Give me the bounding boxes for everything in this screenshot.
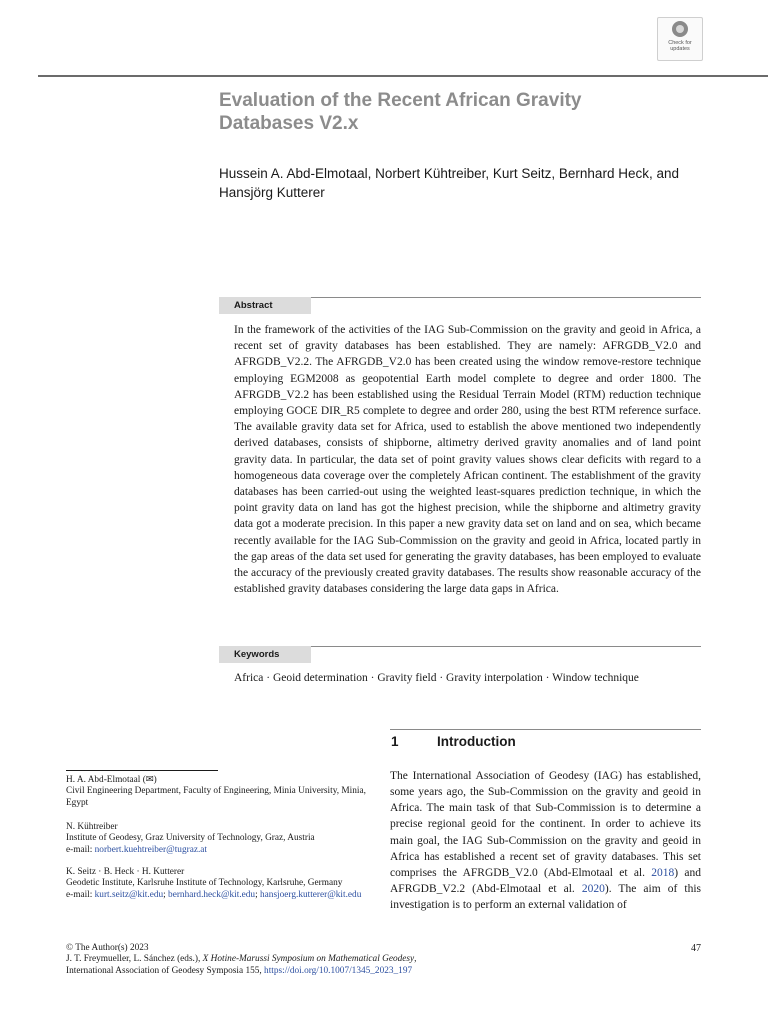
- intro-rule: [390, 729, 701, 730]
- email-link[interactable]: hansjoerg.kutterer@kit.edu: [260, 889, 362, 900]
- keywords-heading: Keywords: [219, 646, 311, 663]
- affiliation-text: Institute of Geodesy, Graz University of Technology, Graz, Austria: [66, 833, 315, 844]
- affiliation-text: Civil Engineering Department, Faculty of Engineering, Minia University, Minia, Egypt: [66, 786, 366, 808]
- affiliation-text: Geodetic Institute, Karlsruhe Institute of Technology, Karlsruhe, Germany: [66, 878, 343, 889]
- header-rule: [38, 75, 768, 77]
- copyright: © The Author(s) 2023: [66, 943, 149, 953]
- section-title: Introduction: [437, 734, 516, 749]
- citation-link[interactable]: 2020: [581, 883, 605, 896]
- badge-label: Check for updates: [668, 40, 692, 52]
- author-name: H. A. Abd-Elmotaal (✉): [66, 775, 157, 785]
- email-line: e-mail: norbert.kuehtreiber@tugraz.at: [66, 844, 207, 855]
- book-line: J. T. Freymueller, L. Sánchez (eds.), X Hotine-Marussi Symposium on Mathematical Geodesy,: [66, 954, 417, 965]
- email-link[interactable]: bernhard.heck@kit.edu: [168, 889, 256, 900]
- citation-link[interactable]: 2018: [651, 866, 675, 879]
- footnote-rule: [66, 770, 218, 771]
- footer-citation: [66, 943, 696, 977]
- email-line: e-mail: kurt.seitz@kit.edu; bernhard.heck@kit.edu; hansjoerg.kutterer@kit.edu: [66, 889, 362, 900]
- page-number: 47: [691, 943, 701, 954]
- doi-link[interactable]: https://doi.org/10.1007/1345_2023_197: [264, 965, 413, 976]
- keywords-text: Africa · Geoid determination · Gravity field · Gravity interpolation · Window technique: [234, 672, 639, 684]
- check-for-updates-badge[interactable]: [657, 17, 703, 61]
- affiliation-1: [66, 775, 366, 809]
- affiliation-2: [66, 822, 366, 856]
- section-number: 1: [391, 734, 399, 749]
- author-name: N. Kühtreiber: [66, 822, 118, 832]
- affiliation-3: [66, 867, 366, 901]
- series-line: International Association of Geodesy Symposia 155, https://doi.org/10.1007/1345_2023_197: [66, 965, 413, 976]
- email-link[interactable]: norbert.kuehtreiber@tugraz.at: [94, 844, 207, 855]
- author-name: K. Seitz · B. Heck · H. Kutterer: [66, 867, 185, 877]
- author-list: Hussein A. Abd-Elmotaal, Norbert Kühtreiber, Kurt Seitz, Bernhard Heck, and Hansjörg Kutterer: [219, 166, 679, 200]
- abstract-text: In the framework of the activities of the IAG Sub-Commission on the gravity and geoid in Africa, a recent set of gravity databases has been established. They are namely: AFRGDB_V2.0 and AFRGDB_V2.2. The AFRGDB_V2.0 has been created using the window remove-restore technique employing EGM2008 as geopotential Earth model complete to degree and order 1800. The AFRGDB_V2.2 has been established using the Residual Terrain Model (RTM) reduction technique employing GOCE DIR_R5 complete to degree and order 280, using the best RTM reference surface. The available gravity data set for Africa, used to establish the above mentioned two independently derived databases, consists of shipborne, altimetry derived gravity anomalies and of land point gravity data. In particular, the data set of point gravity values shows clear deficits with regard to a homogeneous data coverage over the completely African continent. The establishment of the gravity databases has been carried-out using the weighted least-squares prediction technique, in which the point gravity data on land has got the highest precision, while the shipborne and altimetry gravity data got a moderate precision. In this paper a new gravity data set on land and on sea, which became recently available for the IAG Sub-Commission on the gravity and geoid in Africa, located partly in the gap areas of the data set used for generating the gravity databases, has been employed to evaluate the accuracy of the previously created gravity databases. The results show reasonable accuracy of the established gravity databases considering the large data gaps in Africa.: [234, 324, 701, 596]
- intro-paragraph: The International Association of Geodesy (IAG) has established, some years ago, the Sub-Commission on the gravity and geoid in Africa. The main task of that Sub-Commission is to determine a precise regional geoid for the continent. In order to achieve its main goal, the IAG Sub-Commission on the gravity and geoid in Africa has established a recent set of gravity databases. This set comprises the AFRGDB_V2.0 (Abd-Elmotaal et al. 2018) and AFRGDB_V2.2 (Abd-Elmotaal et al. 2020). The aim of this investigation is to perform an external validation of: [390, 770, 701, 912]
- update-icon: [672, 21, 688, 37]
- paper-title: Evaluation of the Recent African Gravity Databases V2.x: [219, 90, 582, 134]
- abstract-heading: Abstract: [219, 297, 311, 314]
- email-link[interactable]: kurt.seitz@kit.edu: [94, 889, 164, 900]
